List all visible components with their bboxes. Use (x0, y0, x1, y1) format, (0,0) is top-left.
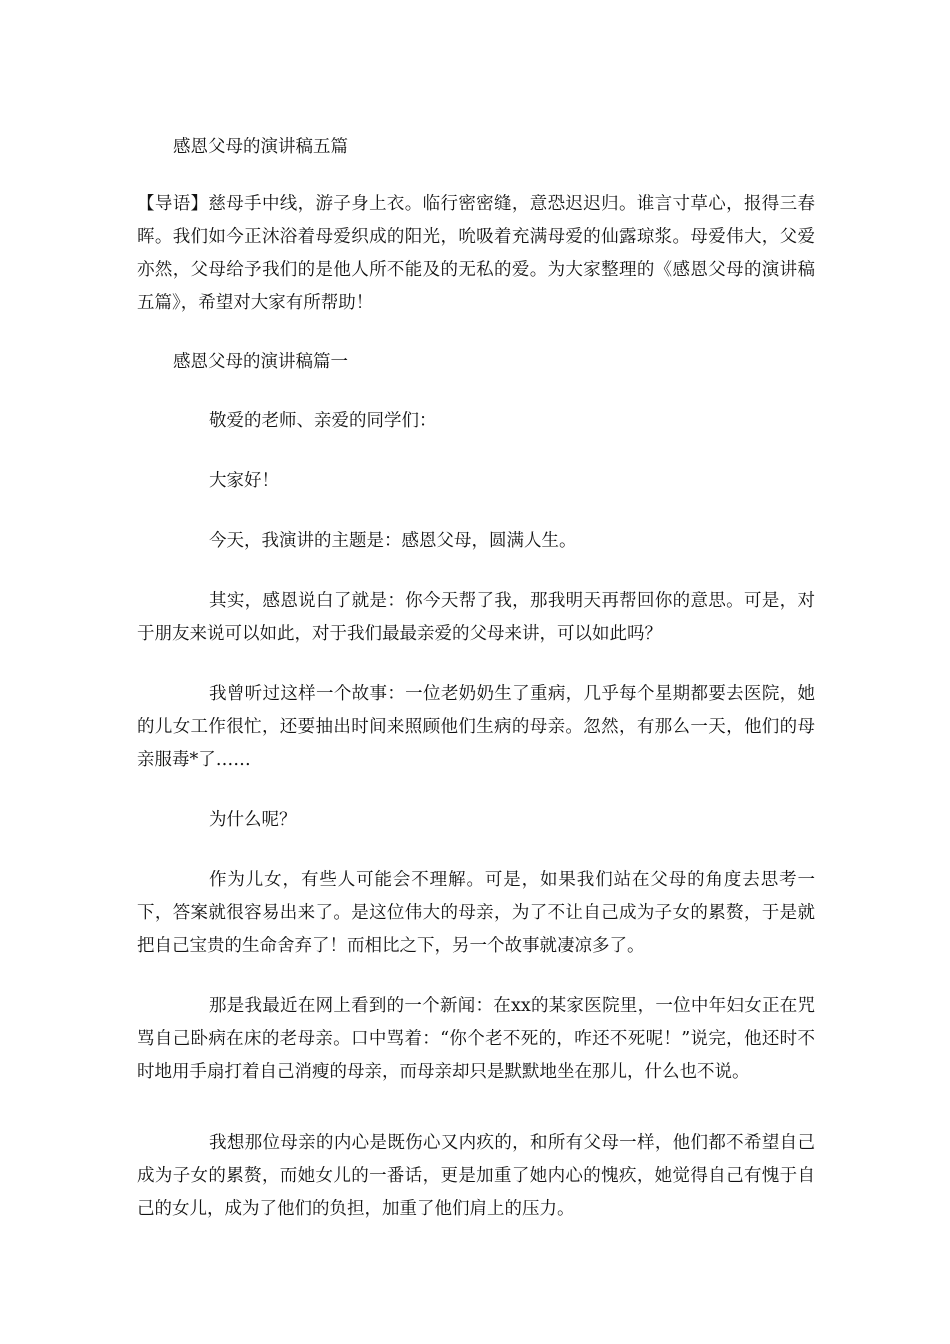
greeting-paragraph: 大家好！ (209, 471, 279, 491)
intro-paragraph: 【导语】慈母手中线，游子身上衣。临行密密缝，意恐迟迟归。谁言寸草心，报得三春晖。我们如今正沐浴着母爱织成的阳光，吮吸着充满母爱的仙露琼浆。母爱伟大，父爱亦然，父母给予我们的是他人所不能及的无私的爱。为大家整理的《感恩父母的演讲稿五篇》，希望对大家有所帮助！ (137, 194, 815, 313)
section-title: 感恩父母的演讲稿篇一 (173, 352, 348, 372)
body-paragraph: 我想那位母亲的内心是既伤心又内疚的，和所有父母一样，他们都不希望自己成为子女的累赘，而她女儿的一番话，更是加重了她内心的愧疚，她觉得自己有愧于自己的女儿，成为了他们的负担，加重了他们肩上的压力。 (137, 1133, 815, 1219)
body-paragraph: 其实，感恩说白了就是：你今天帮了我，那我明天再帮回你的意思。可是，对于朋友来说可以如此，对于我们最最亲爱的父母来讲，可以如此吗？ (137, 591, 815, 644)
theme-paragraph: 今天，我演讲的主题是：感恩父母，圆满人生。 (209, 531, 577, 551)
salutation-paragraph: 敬爱的老师、亲爱的同学们： (209, 411, 437, 431)
body-paragraph: 为什么呢？ (209, 810, 297, 830)
body-paragraph: 作为儿女，有些人可能会不理解。可是，如果我们站在父母的角度去思考一下，答案就很容易出来了。是这位伟大的母亲，为了不让自己成为子女的累赘，于是就把自己宝贵的生命舍弃了！而相比之下，另一个故事就凄凉多了。 (137, 870, 815, 956)
document-body (137, 131, 815, 1253)
body-paragraph: 那是我最近在网上看到的一个新闻：在xx的某家医院里，一位中年妇女正在咒骂自己卧病在床的老母亲。口中骂着：“你个老不死的，咋还不死呢！”说完，他还时不时地用手扇打着自己消瘦的母亲，而母亲却只是默默地坐在那儿，什么也不说。 (137, 996, 815, 1082)
document-title: 感恩父母的演讲稿五篇 (173, 137, 348, 157)
body-paragraph: 我曾听过这样一个故事：一位老奶奶生了重病，几乎每个星期都要去医院，她的儿女工作很忙，还要抽出时间来照顾他们生病的母亲。忽然，有那么一天，他们的母亲服毒*了…… (137, 684, 815, 770)
